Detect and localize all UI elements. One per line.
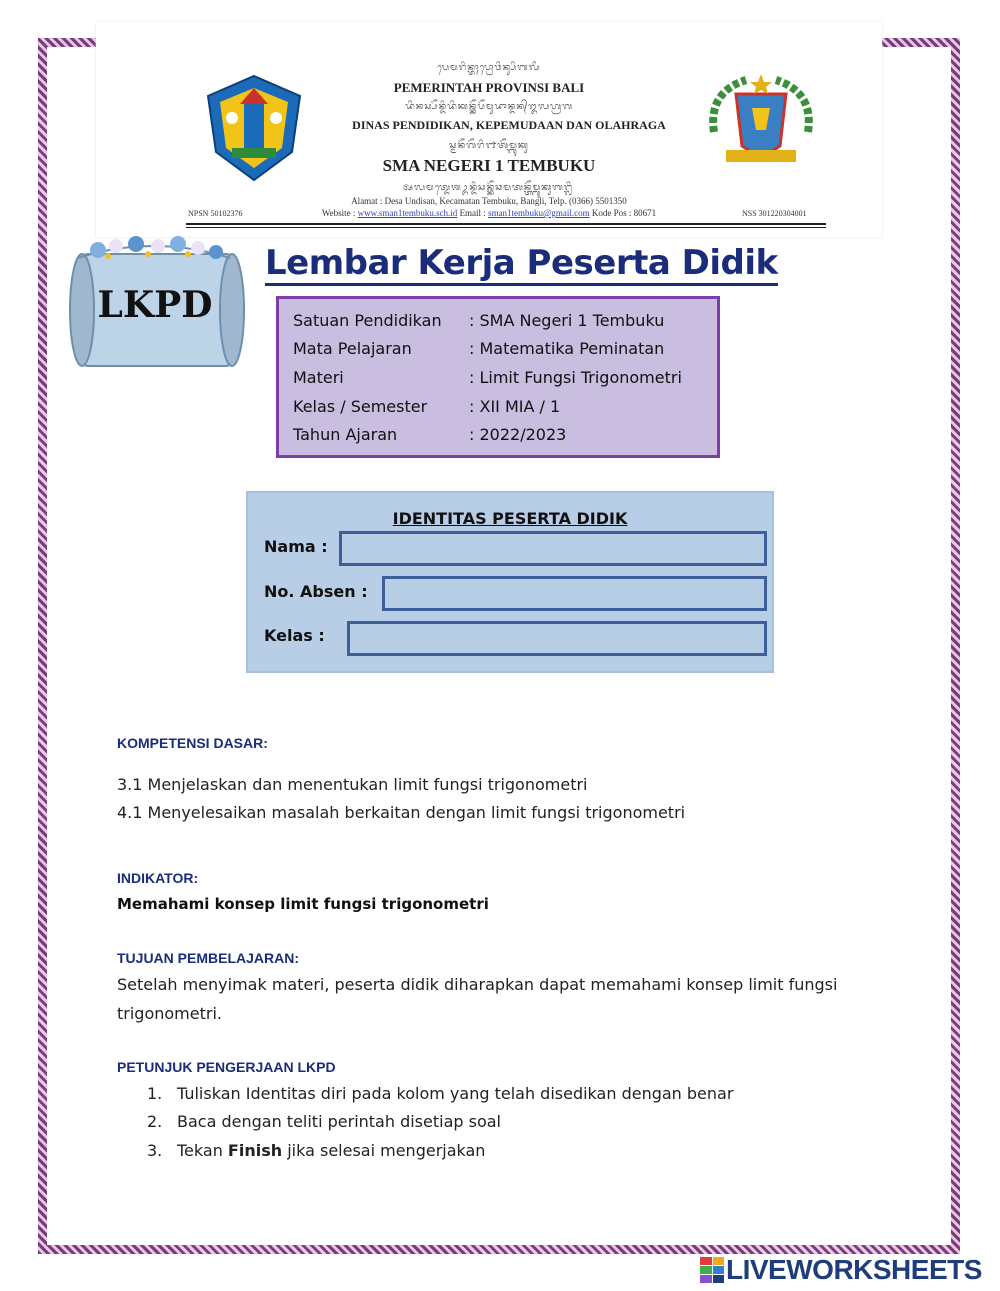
info-row: Kelas / Semester : XII MIA / 1	[293, 397, 561, 416]
balinese-script-header: ᬧᬾᬫᬭᬶᬦ᭄ᬢᬄᬧ᭄ᬭᭀᬯᬶᬦ᭄ᬲᬶᬩᬮᬶ	[437, 63, 541, 73]
lkpd-badge	[58, 236, 248, 376]
tujuan-text-line: Setelah menyimak materi, peserta didik diharapkan dapat memahami konsep limit fungsi	[117, 975, 838, 994]
department-line: DINAS PENDIDIKAN, KEPEMUDAAN DAN OLAHRAGA	[352, 118, 666, 132]
school-letterhead	[96, 22, 882, 237]
name-input[interactable]	[339, 531, 767, 566]
government-line: PEMERINTAH PROVINSI BALI	[393, 80, 585, 95]
nss: NSS 301220304001	[742, 209, 807, 218]
class-input[interactable]	[347, 621, 767, 656]
balinese-script-school: ᬲ᭄ᬫᬦᭂᬕᭂᬭᬶ᭑ᬢᭂᬫ᭄ᬩᬸᬓᬸ	[449, 141, 529, 151]
kompetensi-item: 3.1 Menjelaskan dan menentukan limit fungsi trigonometri	[117, 775, 588, 794]
tujuan-text-line: trigonometri.	[117, 1004, 222, 1023]
absen-input[interactable]	[382, 576, 767, 611]
class-label: Kelas :	[264, 626, 325, 645]
liveworksheets-logo-icon	[700, 1257, 724, 1283]
balinese-script-address: ᬅᬮᬫᬢ᭄ᬤᬾᬰᬉᬦ᭄ᬤᬶᬲᬦ᭄ᬓᭂᬘᬫᬢᬦ᭄ᬢᭂᬫ᭄ᬩᬸᬓᬸᬩᬗ᭄ᬮᬶ	[403, 183, 575, 193]
school-address: Alamat : Desa Undisan, Kecamatan Tembuku, Bangli, Telp. (0366) 5501350	[351, 196, 627, 206]
website-link[interactable]: www.sman1tembuku.sch.id	[357, 208, 458, 218]
brand-label: LIVEWORKSHEETS	[726, 1254, 982, 1285]
contact-line: Website : www.sman1tembuku.sch.id Email : sman1tembuku@gmail.com Kode Pos : 80671	[321, 208, 657, 218]
absen-label: No. Absen :	[264, 582, 368, 601]
kompetensi-item: 4.1 Menyelesaikan masalah berkaitan dengan limit fungsi trigonometri	[117, 803, 686, 822]
letterhead-rule-thin	[186, 227, 826, 228]
school-name: SMA NEGERI 1 TEMBUKU	[382, 156, 596, 175]
email-link[interactable]: sman1tembuku@gmail.com	[488, 208, 590, 218]
balinese-script-department: ᬤᬶᬦᬲ᭄ᬧᭂᬦ᭄ᬤᬶᬤᬶᬓᬦ᭄ᬓᭂᬧᭂᬫᬸᬤᬵᬦ᭄ᬤᬦ᭄ᬑᬮᬳ᭄ᬭᬕ	[405, 102, 573, 112]
indikator-heading: INDIKATOR:	[117, 870, 199, 886]
letterhead-rule	[186, 223, 826, 225]
info-row: Mata Pelajaran : Matematika Peminatan	[293, 339, 665, 358]
list-item: 2. Baca dengan teliti perintah disetiap soal	[147, 1112, 501, 1131]
page-title: Lembar Kerja Peserta Didik	[265, 243, 778, 286]
npsn: NPSN 50102376	[188, 209, 243, 218]
tujuan-heading: TUJUAN PEMBELAJARAN:	[117, 950, 300, 966]
petunjuk-heading: PETUNJUK PENGERJAAN LKPD	[117, 1059, 336, 1075]
lkpd-label: LKPD	[97, 284, 213, 326]
identity-title: IDENTITAS PESERTA DIDIK	[392, 509, 628, 528]
subject-info-box	[276, 296, 720, 458]
list-item: 3. Tekan Finish jika selesai mengerjakan	[147, 1141, 486, 1160]
info-row: Satuan Pendidikan : SMA Negeri 1 Tembuku	[293, 311, 665, 330]
indikator-text: Memahami konsep limit fungsi trigonometri	[117, 895, 489, 913]
info-row: Tahun Ajaran : 2022/2023	[293, 425, 567, 444]
list-item: 1. Tuliskan Identitas diri pada kolom yang telah disedikan dengan benar	[147, 1084, 734, 1103]
kompetensi-heading: KOMPETENSI DASAR:	[117, 735, 268, 751]
info-row: Materi : Limit Fungsi Trigonometri	[293, 368, 682, 387]
liveworksheets-brand[interactable]	[700, 1253, 982, 1287]
name-label: Nama :	[264, 537, 328, 556]
student-identity-box	[246, 491, 774, 673]
